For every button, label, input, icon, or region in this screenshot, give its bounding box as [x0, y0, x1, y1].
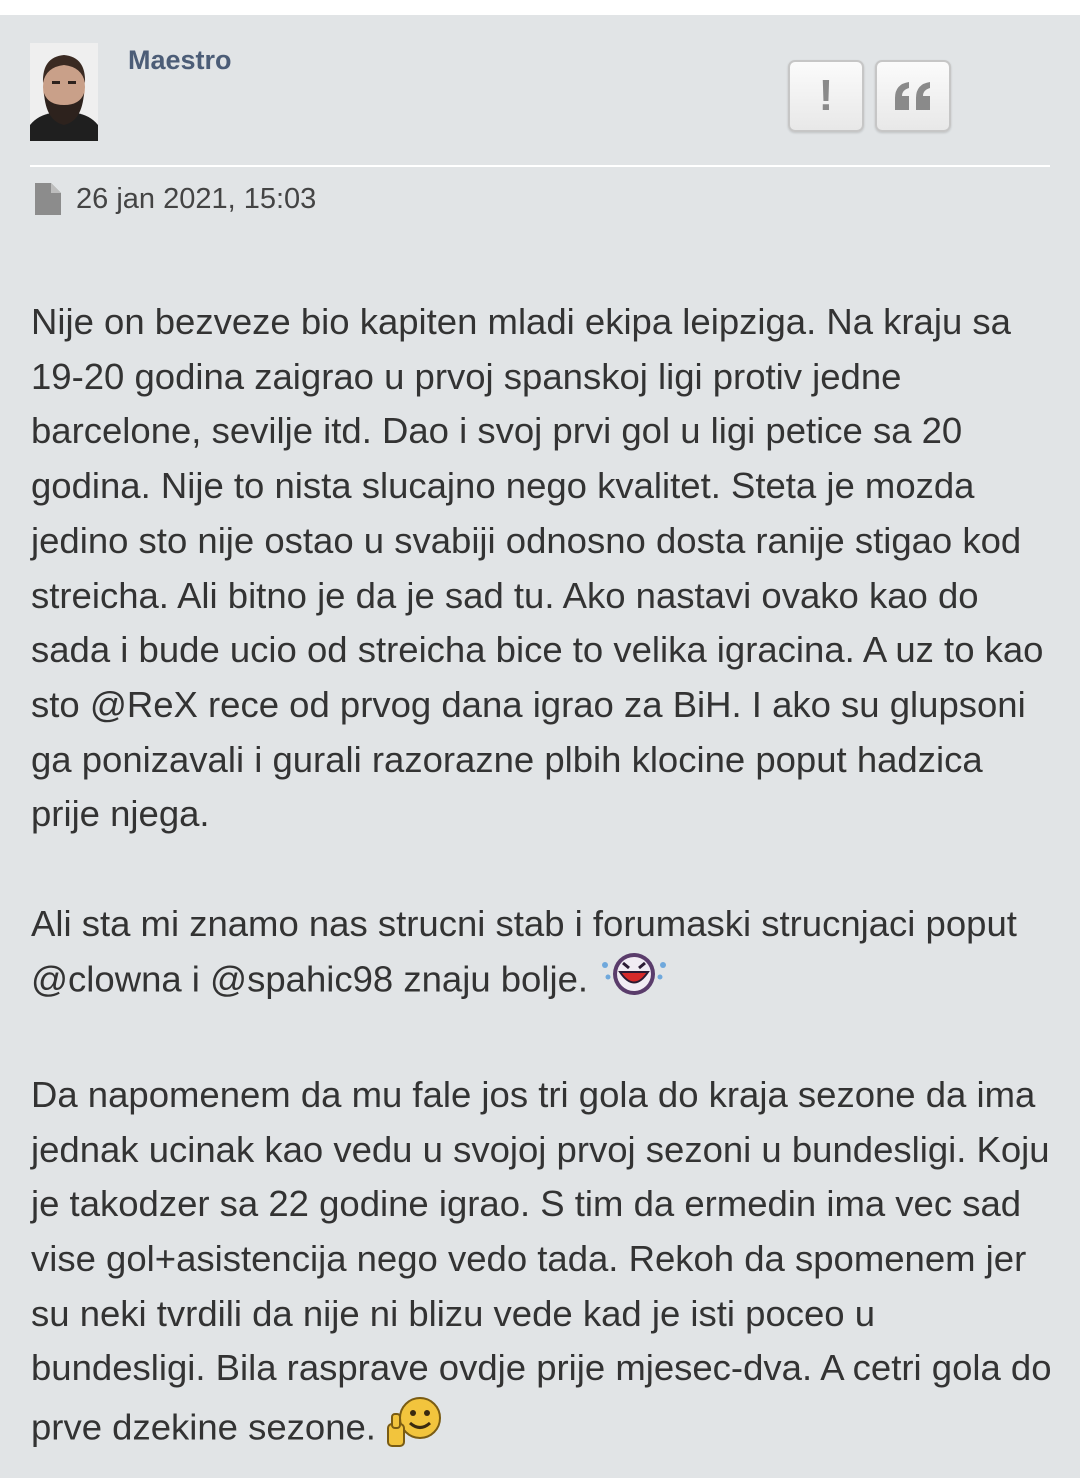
author-username[interactable]: Maestro: [128, 45, 232, 75]
laughing-smiley-icon: [594, 951, 674, 1013]
quote-button[interactable]: [875, 60, 951, 132]
quote-icon: [893, 80, 933, 112]
post-paragraph: [31, 1068, 1056, 1464]
post-content: [31, 295, 1056, 1464]
post-paragraph-text: Da napomenem da mu fale jos tri gola do kraja sezone da ima jednak ucinak kao vedu u svojoj prvoj sezoni u bundesligi. Koju je takodzer sa 22 godine igrao. S tim da ermedin ima vec sad vise gol+asistencija nego vedo tada. Rekoh da spomenem jer su neki tvrdili da nije ni blizu vede kad je isti poceo u bundesligi. Bila rasprave ovdje prije mjesec-dva. A cetri gola do prve dzekine sezone.: [31, 1073, 1052, 1448]
post-paragraph: [31, 897, 1056, 1013]
post-paragraph: Nije on bezveze bio kapiten mladi ekipa leipziga. Na kraju sa 19-20 godina zaigrao u prvoj spanskoj ligi protiv jedne barcelone, sevilje itd. Dao i svoj prvi gol u ligi petice sa 20 godina. Nije to nista slucajno nego kvalitet. Steta je mozda jedino sto nije ostao u svabiji odnosno dosta ranije stigao kod streicha. Ali bitno je da je sad tu. Ako nastavi ovako kao do sada i bude ucio od streicha bice to velika igracina. A uz to kao sto @ReX rece od prvog dana igrao za BiH. I ako su glupsoni ga ponizavali i gurali razorazne plbih klocine poput hadzica prije njega.: [31, 301, 1044, 835]
document-icon: [33, 183, 61, 215]
thumbs-up-smiley-icon: [382, 1396, 446, 1464]
forum-post: [0, 15, 1080, 1478]
report-button[interactable]: [788, 60, 864, 132]
post-date: 26 jan 2021, 15:03: [76, 183, 317, 215]
post-paragraph-text: Ali sta mi znamo nas strucni stab i forumaski strucnjaci poput @clowna i @spahic98 znaju bolje.: [31, 902, 1017, 1000]
report-icon: !: [818, 71, 834, 120]
avatar[interactable]: [30, 43, 98, 141]
header-divider: [30, 165, 1050, 167]
top-strip: [0, 0, 1080, 15]
